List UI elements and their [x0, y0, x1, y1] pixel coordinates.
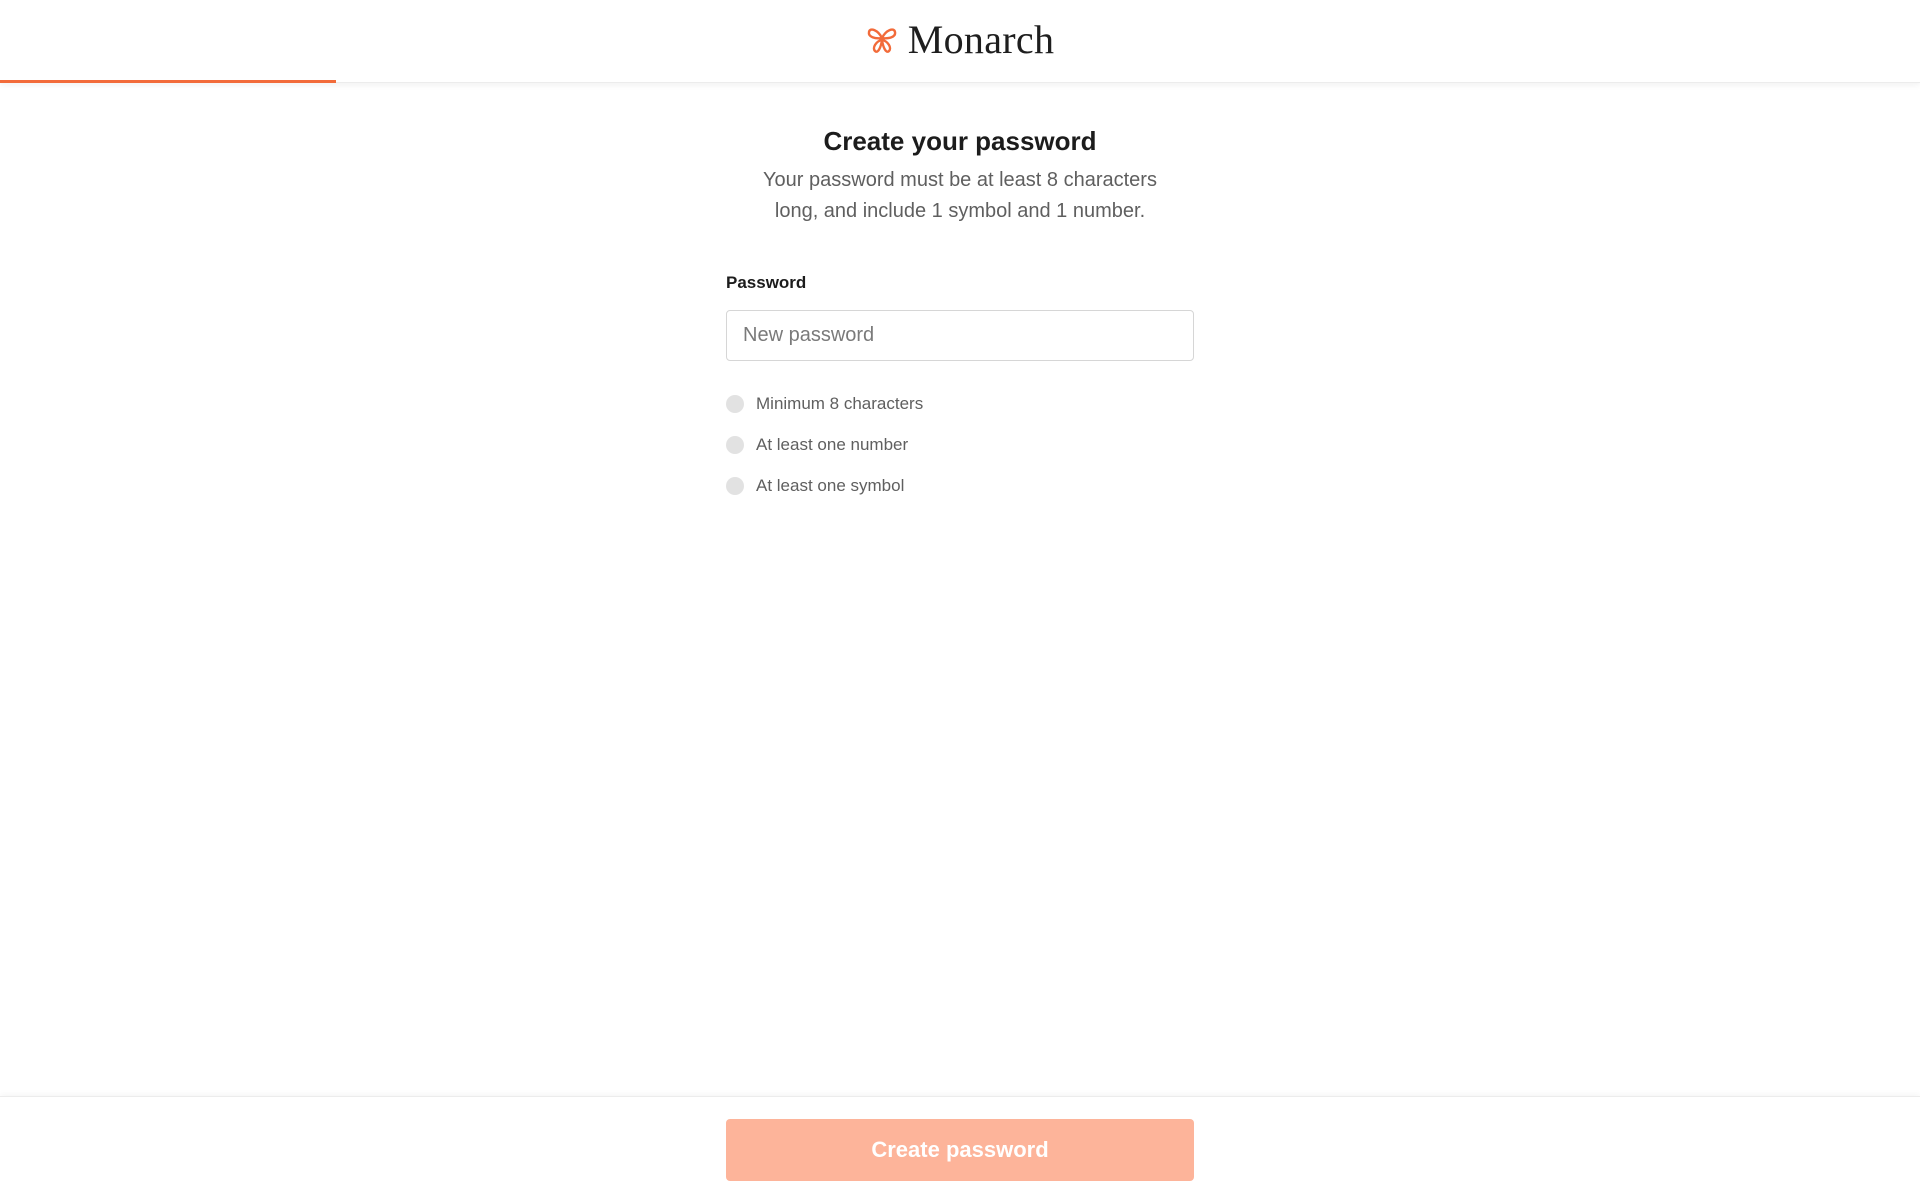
progress-fill	[0, 80, 336, 83]
brand-logo	[0, 18, 1920, 62]
password-form	[726, 124, 1194, 506]
password-input[interactable]	[726, 310, 1194, 361]
footer-bar	[0, 1096, 1920, 1201]
butterfly-icon	[866, 24, 898, 56]
rule-label: Minimum 8 characters	[756, 393, 924, 413]
page-title: Create your password	[823, 126, 1097, 156]
progress-bar	[0, 80, 1920, 83]
create-password-button[interactable]: Create password	[726, 1119, 1194, 1181]
password-label: Password	[726, 273, 807, 292]
rule-min-characters	[726, 383, 1194, 424]
rule-number	[726, 424, 1194, 465]
password-rules	[726, 383, 1194, 506]
rule-status-icon	[726, 395, 744, 413]
rule-status-icon	[726, 477, 744, 495]
top-header	[0, 0, 1920, 83]
rule-label: At least one symbol	[756, 475, 905, 495]
rule-status-icon	[726, 436, 744, 454]
rule-label: At least one number	[756, 434, 909, 454]
rule-symbol	[726, 465, 1194, 506]
brand-name: Monarch	[907, 17, 1055, 62]
page-subtitle: Your password must be at least 8 characters long, and include 1 symbol and 1 number.	[763, 169, 1157, 222]
